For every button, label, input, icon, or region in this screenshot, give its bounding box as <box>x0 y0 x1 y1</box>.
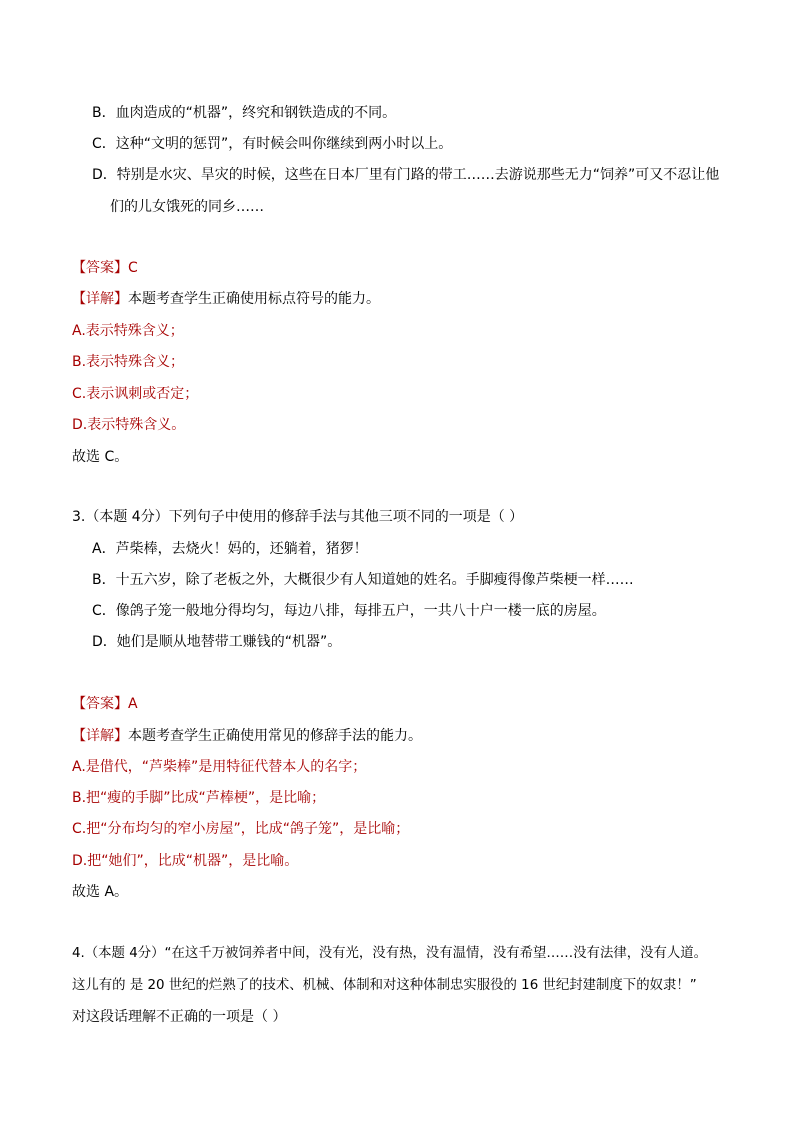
q3-option-c: C．像鸽子笼一般地分得均匀，每边八排，每排五户，一共八十户一楼一底的房屋。 <box>92 603 606 619</box>
detail-text: 本题考查学生正确使用常见的修辞手法的能力。 <box>128 728 422 744</box>
detail-label: 【详解】 <box>72 291 128 307</box>
answer-label: 【答案】 <box>72 260 128 276</box>
q4-stem-line2: 这儿有的 是 20 世纪的烂熟了的技术、机械、体制和对这种体制忠实服役的 16 世纪封建制度下的奴隶！” <box>72 978 697 993</box>
q3-detail-line-c: C.把“分布均匀的窄小房屋”，比成“鸽子笼”，是比喻； <box>72 821 410 837</box>
q2-detail-line-d: D.表示特殊含义。 <box>72 417 186 433</box>
answer-value: C <box>128 260 138 276</box>
q4-stem-line3: 对这段话理解不正确的一项是（ ） <box>72 1009 287 1025</box>
q3-detail <box>72 726 422 746</box>
q3-detail-line-b: B.把“瘦的手脚”比成“芦棒梗”，是比喻； <box>72 790 326 806</box>
detail-label: 【详解】 <box>72 728 128 744</box>
q3-option-b: B．十五六岁，除了老板之外，大概很少有人知道她的姓名。手脚瘦得像芦柴梗一样…… <box>92 572 634 588</box>
detail-text: 本题考查学生正确使用标点符号的能力。 <box>128 291 380 307</box>
q3-stem: 3.（本题 4分）下列句子中使用的修辞手法与其他三项不同的一项是（ ） <box>72 509 524 525</box>
q3-answer <box>72 694 138 714</box>
q2-option-d-line2: 们的儿女饿死的同乡…… <box>110 199 264 215</box>
q3-conclusion: 故选 A。 <box>72 884 129 900</box>
q2-option-d-line1: D．特别是水灾、旱灾的时候，这些在日本厂里有门路的带工……去游说那些无力“饲养”可又不忍让他 <box>92 167 720 183</box>
q3-detail-line-a: A.是借代，“芦柴棒”是用特征代替本人的名字； <box>72 759 367 775</box>
answer-label: 【答案】 <box>72 696 128 712</box>
q2-detail-line-c: C.表示讽刺或否定； <box>72 386 199 402</box>
q2-detail-line-b: B.表示特殊含义； <box>72 354 185 370</box>
q3-option-a: A．芦柴棒，去烧火！妈的，还躺着，猪猡！ <box>92 541 368 557</box>
q2-conclusion: 故选 C。 <box>72 449 129 465</box>
q2-option-b: B．血肉造成的“机器”，终究和钢铁造成的不同。 <box>92 105 397 121</box>
q2-detail <box>72 289 380 309</box>
q3-option-d: D．她们是顺从地替带工赚钱的“机器”。 <box>92 634 342 650</box>
q2-option-c: C．这种“文明的惩罚”，有时候会叫你继续到两小时以上。 <box>92 136 453 152</box>
answer-value: A <box>128 696 138 712</box>
q2-detail-line-a: A.表示特殊含义； <box>72 323 184 339</box>
q2-answer <box>72 258 138 278</box>
q4-stem-line1: 4.（本题 4分）“在这千万被饲养者中间，没有光，没有热，没有温情，没有希望……没有法律，没有人道。 <box>72 946 708 961</box>
q3-detail-line-d: D.把“她们”，比成“机器”，是比喻。 <box>72 853 299 869</box>
